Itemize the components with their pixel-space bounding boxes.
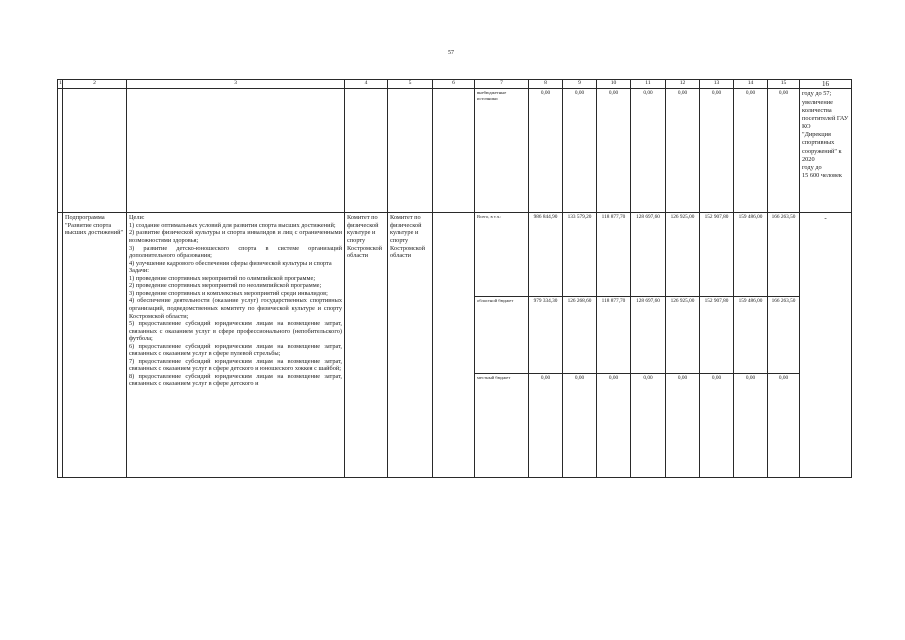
indicator-cell: -: [800, 213, 852, 478]
col-header: 11: [631, 80, 666, 89]
col-header: 5: [388, 80, 433, 89]
col-header: 8: [529, 80, 563, 89]
value-cell: 159 486,00: [734, 297, 768, 374]
value-cell: 0,00: [563, 374, 597, 478]
value-cell: 0,00: [597, 374, 631, 478]
col-header: 3: [127, 80, 345, 89]
col-header: 4: [345, 80, 388, 89]
value-cell: 0,00: [666, 89, 700, 213]
value-cell: 0,00: [734, 374, 768, 478]
funding-source: Всего, в т.ч.:: [475, 213, 529, 297]
value-cell: 0,00: [529, 374, 563, 478]
table-row: [58, 89, 852, 213]
value-cell: 0,00: [563, 89, 597, 213]
value-cell: 126 925,00: [666, 297, 700, 374]
subprogram-name: Подпрограмма "Развитие спорта высших достижений": [63, 213, 127, 478]
col-header: 13: [700, 80, 734, 89]
value-cell: 0,00: [768, 374, 800, 478]
value-cell: 0,00: [734, 89, 768, 213]
value-cell: 166 263,50: [768, 213, 800, 297]
value-cell: 979 334,30: [529, 297, 563, 374]
page-number: 57: [448, 50, 454, 56]
value-cell: 159 486,00: [734, 213, 768, 297]
value-cell: 152 907,80: [700, 297, 734, 374]
col-header: 9: [563, 80, 597, 89]
value-cell: 986 844,90: [529, 213, 563, 297]
col-header: 16: [800, 80, 852, 89]
funding-source: внебюджетные источники: [475, 89, 529, 213]
value-cell: 0,00: [700, 374, 734, 478]
col-header: 1: [58, 80, 63, 89]
value-cell: 133 579,20: [563, 213, 597, 297]
col-header: 10: [597, 80, 631, 89]
col-header: 2: [63, 80, 127, 89]
funding-source: областной бюджет: [475, 297, 529, 374]
value-cell: 118 877,70: [597, 297, 631, 374]
co-executor: Комитет по физической культуре и спорту Костромской области: [388, 213, 433, 478]
value-cell: 126 268,60: [563, 297, 597, 374]
header-row: [58, 80, 852, 89]
col-header: 14: [734, 80, 768, 89]
col-header: 12: [666, 80, 700, 89]
value-cell: 0,00: [597, 89, 631, 213]
value-cell: 166 263,50: [768, 297, 800, 374]
value-cell: 128 697,60: [631, 297, 666, 374]
value-cell: 118 877,70: [597, 213, 631, 297]
value-cell: 0,00: [666, 374, 700, 478]
goals-tasks-cell: Цели: 1) создание оптимальных условий для развития спорта высших достижений; 2) развитие физической культуры и спорта инвалидов и лиц с ограниченными возможностями здоровья; 3) развитие детско-юношеского спорта в системе организаций дополнительного образования; 4) улучшение кадрового обеспечения сферы физической культуры и спорта Задачи: 1) проведение спортивных мероприятий по олимпийской программе; 2) проведение спортивных мероприятий по неолимпийской программе; 3) проведение спортивных и комплексных мероприятий среди инвалидов; 4) обеспечение деятельности (оказание услуг) государственных спортивных организаций, подведомственных комитету по физической культуре и спорту Костромской области; 5) предоставление субсидий юридическим лицам на возмещение затрат, связанных с оказанием услуг в сфере профессионального (непобительского) футбола; 6) предоставление субсидий юридическим лицам на возмещение затрат, связанных с оказанием услуг в сфере пулевой стрельбы; 7) предоставление субсидий юридическим лицам на возмещение затрат, связанных с оказанием услуг в сфере детского и юношеского хоккея с шайбой; 8) предоставление субсидий юридическим лицам на возмещение затрат, связанных с оказанием услуг в сфере детского и: [127, 213, 345, 478]
subprogram-row: [58, 213, 852, 297]
funding-source: местный бюджет: [475, 374, 529, 478]
responsible-executor: Комитет по физической культуре и спорту Костромской области: [345, 213, 388, 478]
value-cell: 126 925,00: [666, 213, 700, 297]
col-header: 15: [768, 80, 800, 89]
value-cell: 0,00: [631, 374, 666, 478]
program-table: [57, 79, 852, 478]
value-cell: 0,00: [768, 89, 800, 213]
value-cell: 152 907,80: [700, 213, 734, 297]
value-cell: 0,00: [529, 89, 563, 213]
indicator-cell: году до 57; увеличение количества посетителей ГАУ КО "Дирекция спортивных сооружений" к 2020 году до 15 600 человек: [800, 89, 852, 213]
value-cell: 0,00: [700, 89, 734, 213]
col-header: 6: [433, 80, 475, 89]
value-cell: 0,00: [631, 89, 666, 213]
col-header: 7: [475, 80, 529, 89]
value-cell: 128 697,60: [631, 213, 666, 297]
